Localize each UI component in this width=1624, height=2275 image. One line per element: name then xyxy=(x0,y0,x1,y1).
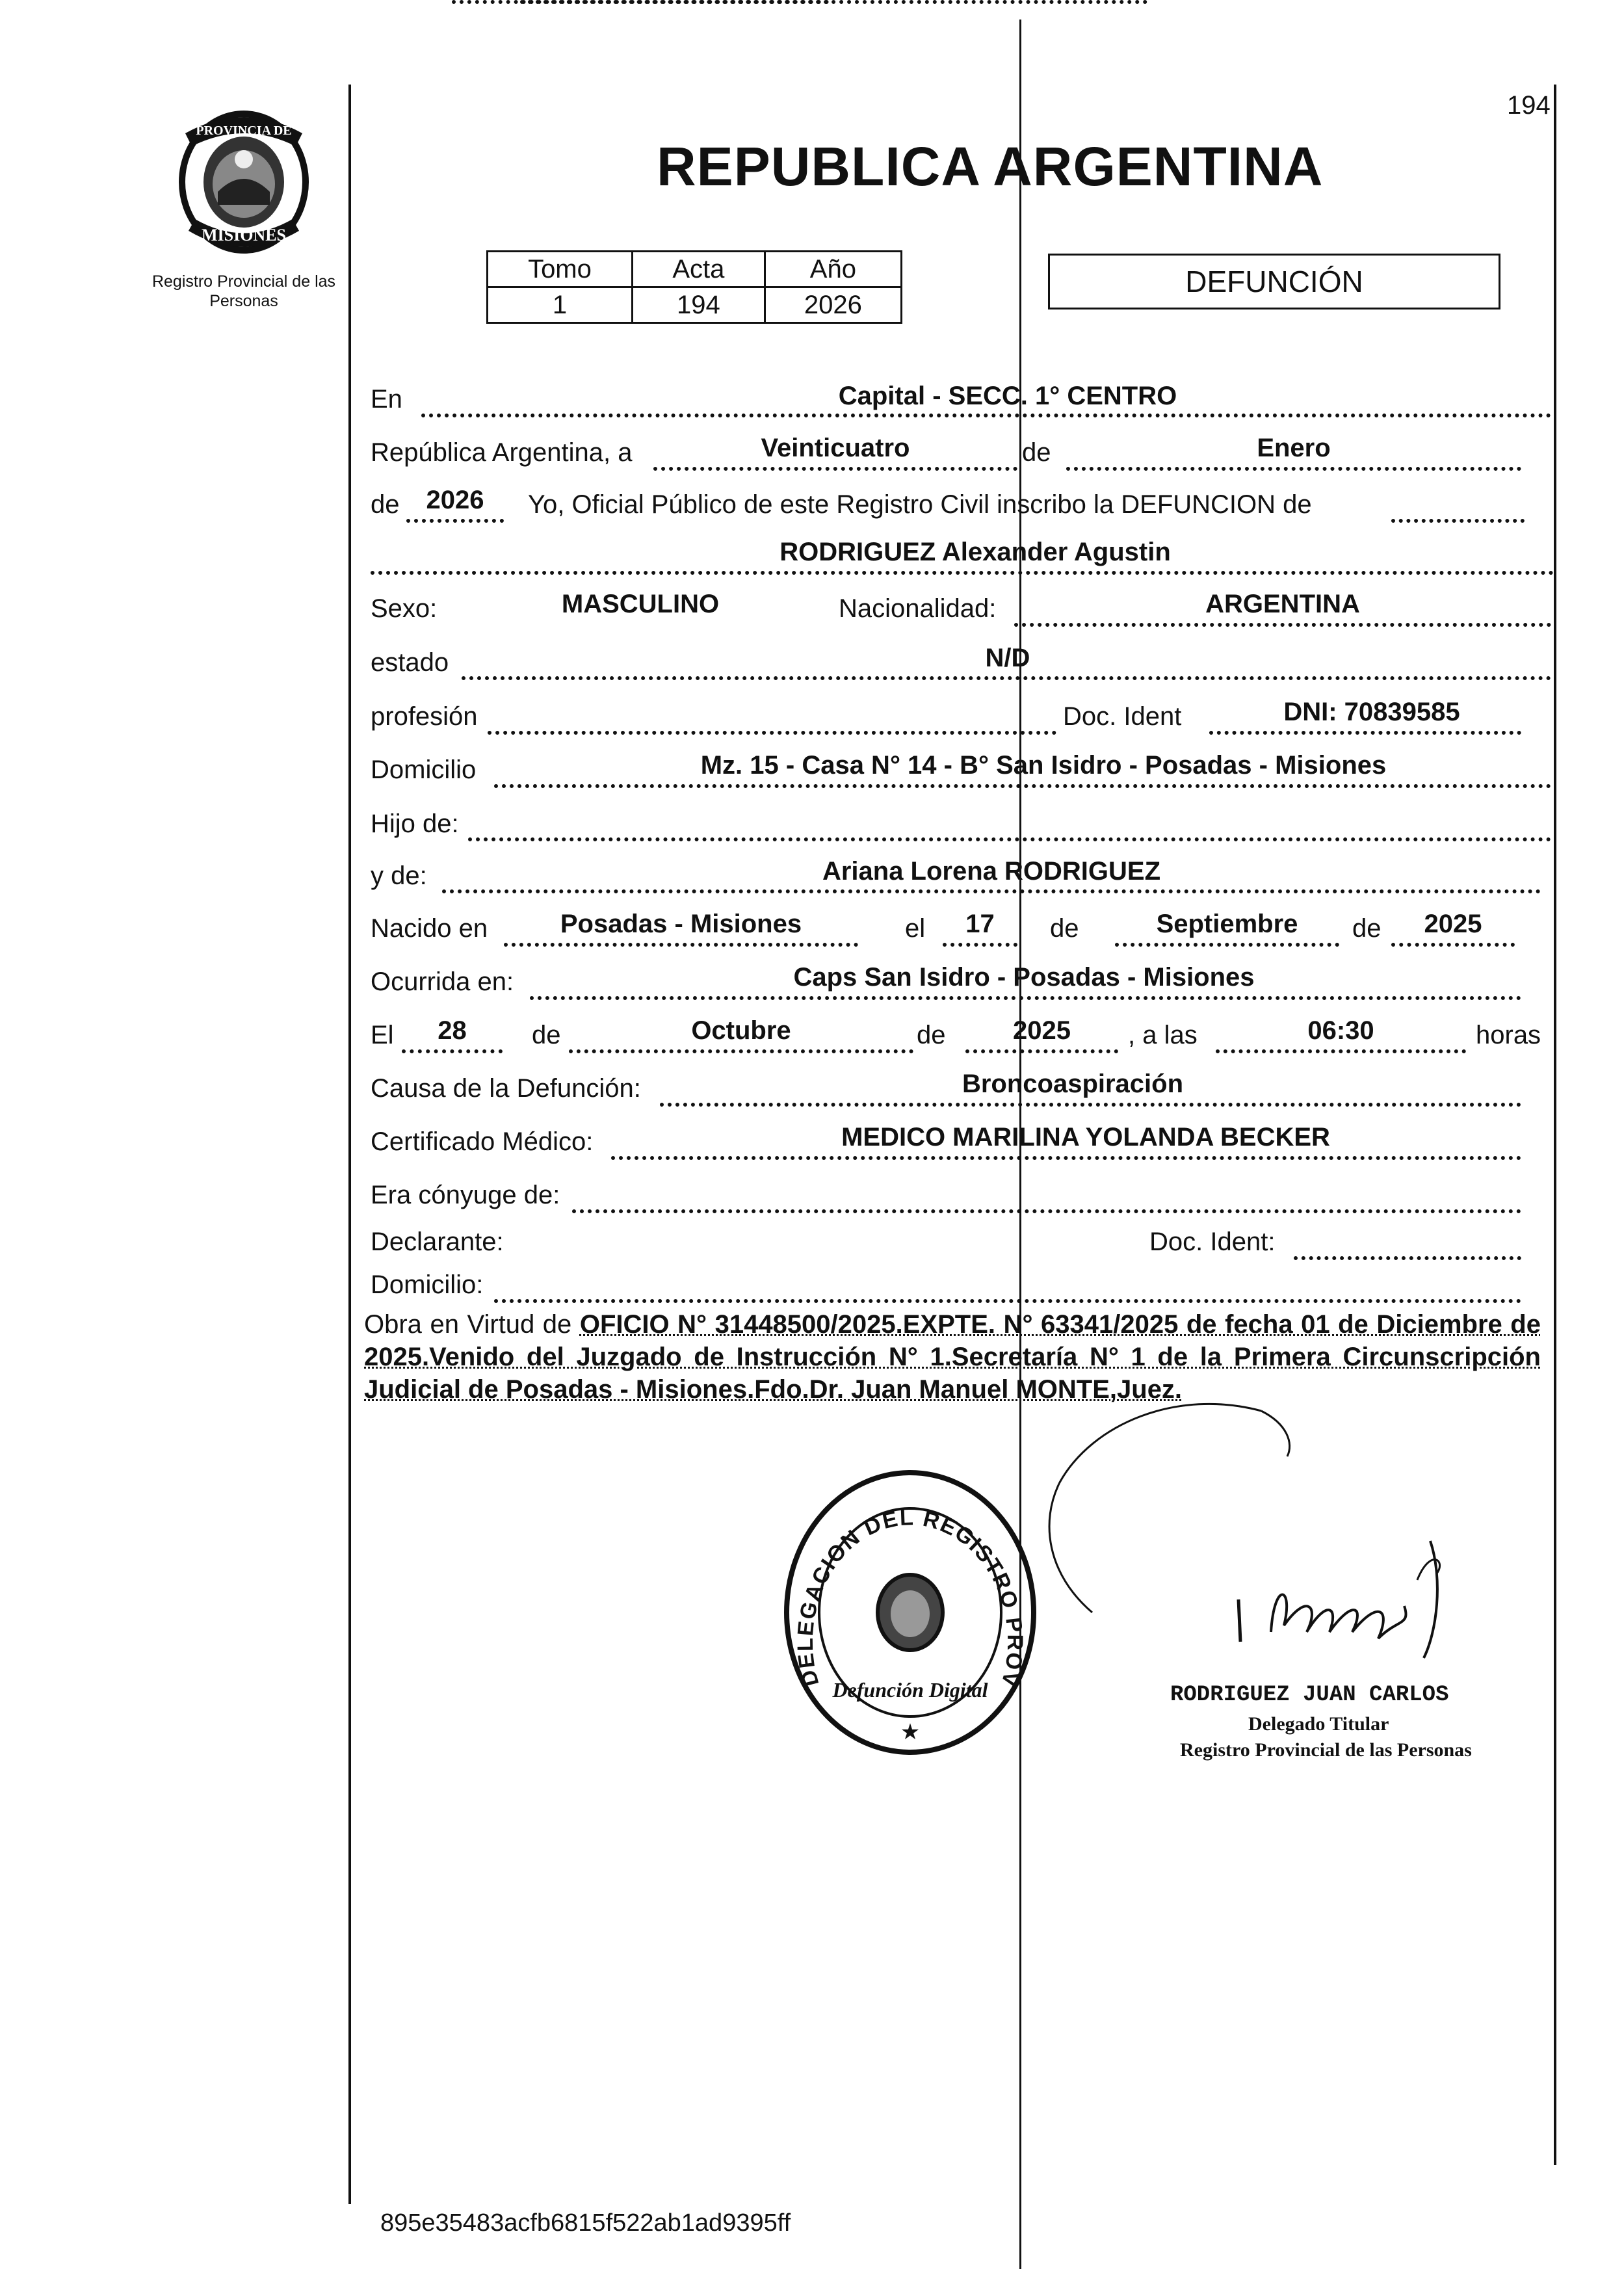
def-anio: 2025 xyxy=(1013,1016,1071,1045)
signatory-name: RODRIGUEZ JUAN CARLOS xyxy=(1170,1683,1449,1707)
page-title: REPUBLICA ARGENTINA xyxy=(657,136,1324,197)
year-de-label: de xyxy=(371,490,400,519)
rep-month-dotline xyxy=(1066,467,1521,471)
svg-text:MISIONES: MISIONES xyxy=(201,226,287,244)
domicilio-label: Domicilio xyxy=(371,756,477,784)
estado-label: estado xyxy=(371,648,449,677)
doc2-dotline xyxy=(1294,1256,1521,1260)
ocurrida-value: Caps San Isidro - Posadas - Misiones xyxy=(793,963,1255,992)
conyuge-dotline xyxy=(572,1209,1521,1213)
certificado-label: Certificado Médico: xyxy=(371,1127,594,1156)
right-margin-line xyxy=(1554,85,1556,2165)
ocurrida-label: Ocurrida en: xyxy=(371,967,514,996)
nacionalidad-value: ARGENTINA xyxy=(1205,590,1360,618)
en-value: Capital - SECC. 1° CENTRO xyxy=(838,382,1177,410)
horas-label: horas xyxy=(1476,1021,1541,1049)
en-label: En xyxy=(371,385,402,414)
doc-ident-label: Doc. Ident xyxy=(1063,702,1182,731)
profesion-label: profesión xyxy=(371,702,478,731)
causa-dotline xyxy=(660,1103,1521,1107)
nacido-label: Nacido en xyxy=(371,914,488,943)
svg-text:★: ★ xyxy=(900,1720,921,1744)
stamp-outer-text: DELEGACION DEL REGISTRO PROV xyxy=(792,1505,1028,1691)
cert-dotline xyxy=(611,1156,1521,1160)
nacido-mes-dotline xyxy=(1115,943,1339,947)
tomo-acta-anio-table xyxy=(486,250,902,324)
conyuge-label: Era cónyuge de: xyxy=(371,1181,560,1209)
def-anio-dotline xyxy=(965,1049,1118,1053)
handwritten-signature xyxy=(1014,1385,1482,1697)
yo-trailing-dotline xyxy=(1391,519,1525,523)
def-mes-dotline xyxy=(569,1049,913,1053)
nac-dotline xyxy=(1014,623,1551,627)
anio-header: Año xyxy=(765,252,901,287)
stamp-inner-text: Defunción Digital xyxy=(832,1678,988,1702)
logo-caption: Registro Provincial de las Personas xyxy=(151,272,336,310)
estado-value: N/D xyxy=(985,644,1030,672)
doc-dotline xyxy=(1209,731,1521,735)
nacido-el-label: el xyxy=(905,914,926,943)
yde-label: y de: xyxy=(371,861,427,890)
svg-text:PROVINCIA DE: PROVINCIA DE xyxy=(196,124,292,138)
def-mes: Octubre xyxy=(691,1016,791,1045)
rep-day-dotline xyxy=(653,467,1017,471)
registry-stamp xyxy=(777,1463,1043,1762)
obra-text: OFICIO N° 31448500/2025.EXPTE. N° 63341/2025 de fecha 01 de Diciembre de 2025.Venido del Juzgado de Instrucción N° 1.Secretaría N° 1 de la Primera Circunscripción Judicial de Posadas - Misiones.Fdo.Dr. Juan Manuel MONTE,Juez. xyxy=(364,1310,1541,1404)
document-type-box: DEFUNCIÓN xyxy=(1048,254,1500,309)
yde-dotline xyxy=(442,889,1541,893)
rep-day-value: Veinticuatro xyxy=(761,434,910,462)
doc2-label: Doc. Ident: xyxy=(1149,1228,1276,1256)
deceased-name: RODRIGUEZ Alexander Agustin xyxy=(779,538,1171,566)
document-hash: 895e35483acfb6815f522ab1ad9395ff xyxy=(380,2209,791,2237)
rep-de-label: de xyxy=(1022,438,1051,467)
alas-label: , a las xyxy=(1128,1021,1198,1049)
El-label: El xyxy=(371,1021,394,1049)
anio-value: 2026 xyxy=(765,287,901,323)
name-dotline xyxy=(371,571,1554,575)
domicilio-value: Mz. 15 - Casa N° 14 - B° San Isidro - Posadas - Misiones xyxy=(700,751,1387,780)
causa-label: Causa de la Defunción: xyxy=(371,1074,641,1103)
declarante-label: Declarante: xyxy=(371,1228,504,1256)
domicilio2-label: Domicilio: xyxy=(371,1270,484,1299)
signatory-role: Delegado Titular xyxy=(1248,1713,1389,1735)
madre-value: Ariana Lorena RODRIGUEZ xyxy=(822,857,1161,886)
nacido-de-label: de xyxy=(1050,914,1079,943)
sexo-value: MASCULINO xyxy=(561,590,720,618)
nacido-dotline xyxy=(504,943,858,947)
year-value: 2026 xyxy=(426,486,484,514)
nacido-dia: 17 xyxy=(965,910,995,938)
tomo-header: Tomo xyxy=(488,252,633,287)
declarante-dotline xyxy=(520,0,1147,4)
acta-value: 194 xyxy=(632,287,765,323)
year-dotline xyxy=(406,519,504,523)
nacionalidad-label: Nacionalidad: xyxy=(839,594,997,623)
sexo-label: Sexo: xyxy=(371,594,438,623)
obra-label: Obra en Virtud de xyxy=(364,1310,572,1339)
nacido-mes: Septiembre xyxy=(1156,910,1298,938)
provincial-seal-logo xyxy=(172,107,315,257)
nacido-value: Posadas - Misiones xyxy=(560,910,802,938)
nacido-dia-dotline xyxy=(943,943,1017,947)
profesion-dotline xyxy=(488,731,1056,735)
def-dia-dotline xyxy=(402,1049,503,1053)
republica-label: República Argentina, a xyxy=(371,438,633,467)
def-de-label: de xyxy=(532,1021,561,1049)
hijo-label: Hijo de: xyxy=(371,809,459,838)
acta-header: Acta xyxy=(632,252,765,287)
causa-value: Broncoaspiración xyxy=(962,1070,1184,1098)
rep-month-value: Enero xyxy=(1257,434,1331,462)
def-dia: 28 xyxy=(438,1016,467,1045)
domicilio2-dotline xyxy=(494,1299,1521,1303)
left-margin-line xyxy=(348,85,351,2204)
page-number: 194 xyxy=(1507,91,1551,120)
nacido-anio-dotline xyxy=(1391,943,1515,947)
domicilio-dotline xyxy=(494,784,1551,788)
def-hora: 06:30 xyxy=(1307,1016,1374,1045)
def-hora-dotline xyxy=(1216,1049,1466,1053)
nacido-anio: 2025 xyxy=(1424,910,1482,938)
certificado-value: MEDICO MARILINA YOLANDA BECKER xyxy=(841,1123,1330,1151)
estado-dotline xyxy=(462,676,1551,680)
yo-text: Yo, Oficial Público de este Registro Civil inscribo la DEFUNCION de xyxy=(528,490,1312,519)
nacido-de2-label: de xyxy=(1352,914,1382,943)
doc-ident-value: DNI: 70839585 xyxy=(1283,698,1460,726)
tomo-value: 1 xyxy=(488,287,633,323)
signatory-org: Registro Provincial de las Personas xyxy=(1180,1739,1472,1761)
hijo-dotline xyxy=(468,837,1551,841)
en-dotline xyxy=(421,414,1551,417)
ocurrida-dotline xyxy=(530,996,1521,1000)
def-de2-label: de xyxy=(917,1021,946,1049)
